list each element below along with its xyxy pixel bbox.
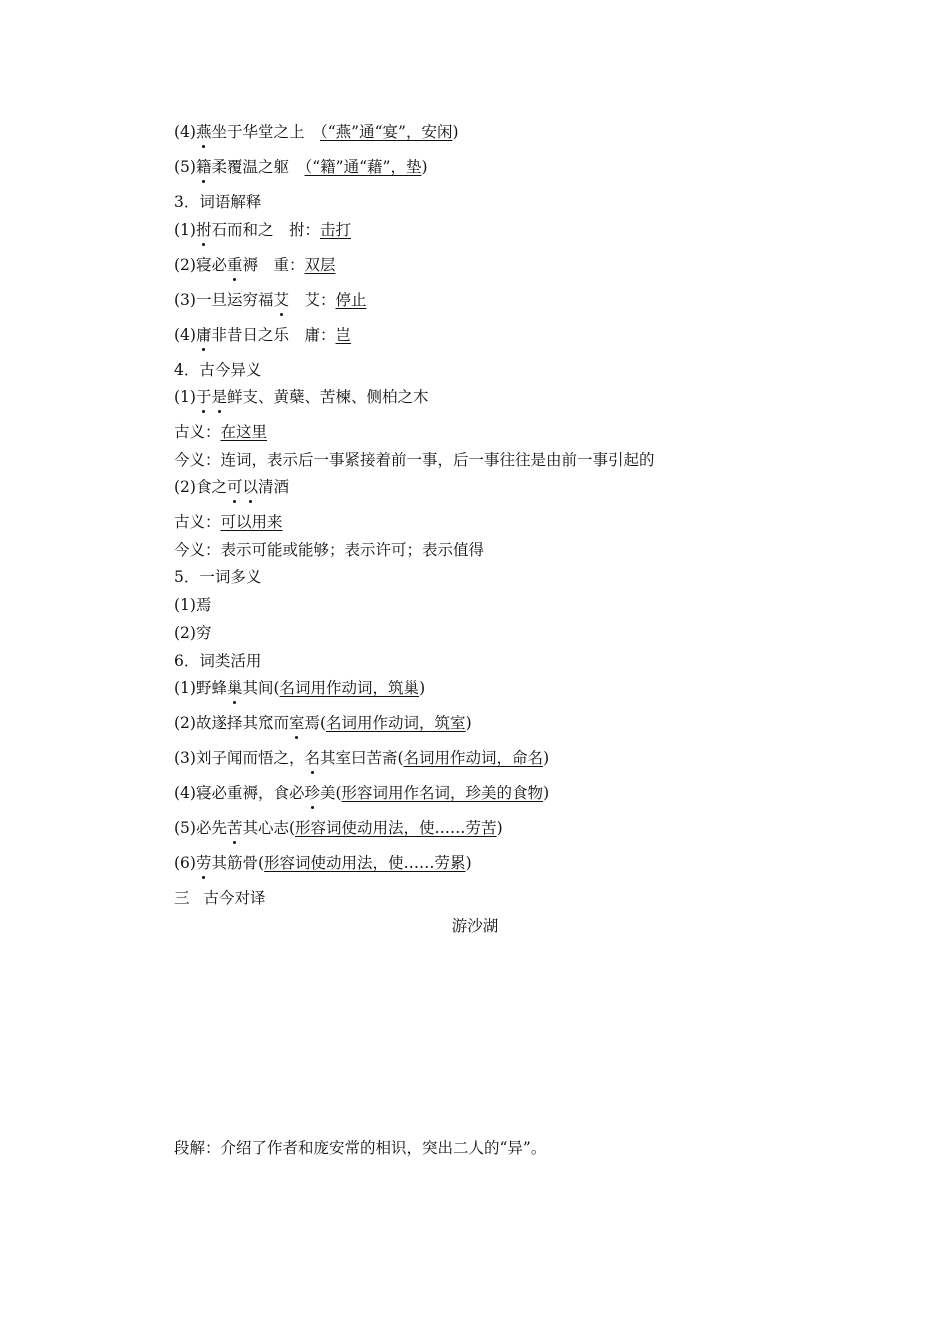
item-yan2: (1)焉	[174, 596, 212, 614]
heading-gujin-yiyi: 4．古今异义	[174, 361, 262, 379]
item-yan: (4)燕坐于华堂之上 （“燕”通“宴”，安闲)	[174, 123, 459, 141]
item-keyi: (2)食之可以清酒	[174, 478, 290, 496]
item-ji: (5)籍柔覆温之躯 （“籍”通“藉”，垫)	[174, 158, 428, 176]
answer: 名词用作动词，筑室	[326, 714, 466, 732]
answer: 名词用作动词，命名	[403, 749, 544, 767]
gu-yi-2: 古义：可以用来	[174, 513, 283, 531]
gu-yi-1: 古义：在这里	[174, 423, 268, 441]
heading-yici-duoyi: 5．一词多义	[174, 568, 262, 586]
item-ming: (3)刘子闻而悟之，名其室曰苦斋(名词用作动词，命名)	[174, 749, 550, 767]
heading-cilei-huoyong: 6．词类活用	[174, 652, 262, 670]
item-ku: (5)必先苦其心志(形容词使动用法，使……劳苦)	[174, 819, 503, 837]
answer: 岂	[335, 326, 352, 344]
section-gujin-duiyi: 三 古今对译	[174, 889, 266, 907]
answer: 在这里	[220, 423, 268, 441]
item-ai: (3)一旦运穷福艾 艾：停止	[174, 291, 367, 309]
jin-yi-2: 今义：表示可能或能够；表示许可；表示值得	[174, 541, 485, 559]
item-lao: (6)劳其筋骨(形容词使动用法，使……劳累)	[174, 854, 472, 872]
item-yong: (4)庸非昔日之乐 庸：岂	[174, 326, 352, 344]
answer: 停止	[335, 291, 367, 309]
item-shi: (2)故遂择其窊而室焉(名词用作动词，筑室)	[174, 714, 472, 732]
answer: 形容词用作名词，珍美的食物	[341, 784, 544, 802]
item-qiong: (2)穷	[174, 624, 212, 642]
heading-ciyu-jieshi: 3．词语解释	[174, 193, 262, 211]
item-zhong: (2)寝必重褥 重：双层	[174, 256, 336, 274]
answer: 击打	[320, 221, 352, 239]
item-chao: (1)野蜂巢其间(名词用作动词，筑巢)	[174, 679, 426, 697]
answer: 形容词使动用法，使……劳累	[264, 854, 466, 872]
answer: 名词用作动词，筑巢	[279, 679, 420, 697]
answer: （“燕”通“宴”，安闲	[320, 123, 453, 141]
answer: 双层	[304, 256, 336, 274]
item-zhen: (4)寝必重褥，食必珍美(形容词用作名词，珍美的食物)	[174, 784, 550, 802]
item-fu: (1)拊石而和之 拊：击打	[174, 221, 352, 239]
item-yushi: (1)于是鲜支、黄蘖、苦楝、侧柏之木	[174, 388, 429, 406]
paragraph-analysis: 段解：介绍了作者和庞安常的相识，突出二人的“异”。	[174, 1139, 547, 1157]
answer: （“籍”通“藉”，垫	[304, 158, 422, 176]
jin-yi-1: 今义：连词，表示后一事紧接着前一事，后一事往往是由前一事引起的	[174, 451, 655, 469]
passage-title: 游沙湖	[451, 917, 499, 935]
answer: 形容词使动用法，使……劳苦	[295, 819, 497, 837]
answer: 可以用来	[220, 513, 283, 531]
